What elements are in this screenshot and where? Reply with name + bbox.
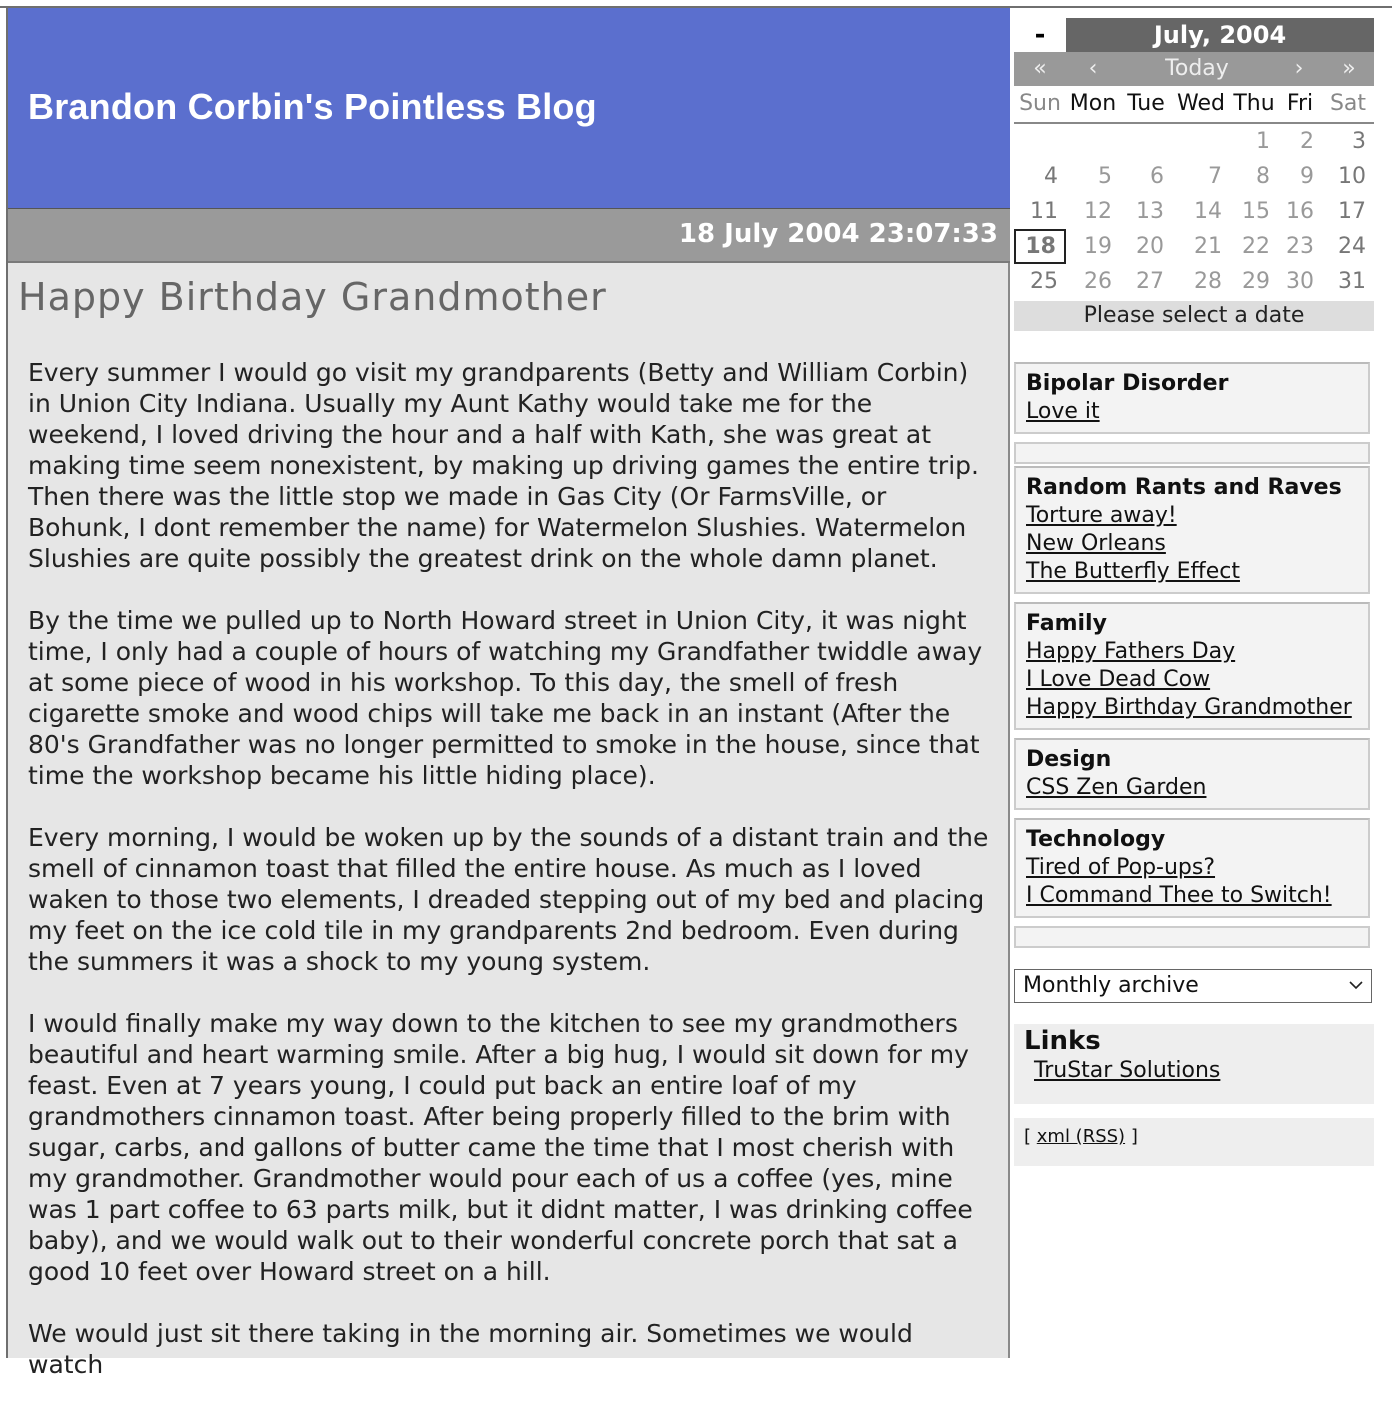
calendar-day[interactable]: 16 [1278, 194, 1322, 229]
post-date-bar [8, 209, 1010, 263]
category-title: Random Rants and Raves [1026, 475, 1342, 500]
calendar-day[interactable]: 6 [1120, 159, 1172, 194]
links-title: Links [1024, 1026, 1101, 1056]
weekday-header: Mon [1066, 86, 1120, 124]
calendar-day[interactable]: 3 [1322, 124, 1374, 159]
weekday-header: Tue [1120, 86, 1172, 124]
rss-bracket-open: [ [1024, 1126, 1032, 1147]
calendar-collapse-button[interactable]: - [1014, 18, 1066, 52]
calendar-day[interactable]: 22 [1230, 229, 1278, 264]
next-year-button[interactable]: » [1342, 56, 1356, 81]
calendar-day[interactable]: 2 [1278, 124, 1322, 159]
prev-year-button[interactable]: « [1033, 56, 1047, 81]
category-box [1014, 362, 1370, 434]
category-post-link[interactable]: I Love Dead Cow [1026, 667, 1211, 692]
category-title: Family [1026, 611, 1107, 636]
category-title: Bipolar Disorder [1026, 371, 1229, 396]
category-post-link[interactable]: Torture away! [1026, 503, 1177, 528]
next-month-button[interactable]: › [1294, 56, 1304, 81]
calendar-day[interactable]: 13 [1120, 194, 1172, 229]
calendar-day[interactable]: 26 [1066, 264, 1120, 299]
calendar-status: Please select a date [1014, 301, 1374, 331]
calendar-day[interactable]: 23 [1278, 229, 1322, 264]
calendar-empty-cell [1014, 124, 1066, 159]
post-paragraph: I would finally make my way down to the kitchen to see my grandmothers beautiful and heart warming smile. After a big hug, I would sit down for my feast. Even at 7 years young, I could put back an entire loaf of my grandmothers cinnamon toast. After being properly filled to the brim with sugar, carbs, and gallons of butter came the time that I most cherish with my grandmother. Grandmother would pour each of us a coffee (yes, mine was 1 part coffee to 63 parts milk, but it didnt matter, I was drinking coffee baby), and we would walk out to their wonderful concrete porch that sat a good 10 feet over Howard street on a hill. [28, 1009, 973, 1286]
category-box [1014, 602, 1370, 730]
weekday-header: Fri [1278, 86, 1322, 124]
category-post-link[interactable]: The Butterfly Effect [1026, 559, 1240, 584]
rss-bracket-close: ] [1130, 1126, 1138, 1147]
blog-header [8, 8, 1010, 209]
calendar-empty-cell [1120, 124, 1172, 159]
calendar-day[interactable]: 12 [1066, 194, 1120, 229]
post-paragraph: We would just sit there taking in the morning air. Sometimes we would watch [28, 1319, 913, 1379]
category-post-link[interactable]: I Command Thee to Switch! [1026, 883, 1332, 908]
category-divider [1014, 926, 1370, 948]
calendar-day[interactable]: 4 [1014, 159, 1066, 194]
calendar-day[interactable]: 31 [1322, 264, 1374, 299]
calendar-day[interactable]: 11 [1014, 194, 1066, 229]
calendar-day[interactable]: 10 [1322, 159, 1374, 194]
calendar-day[interactable]: 30 [1278, 264, 1322, 299]
post-paragraph: Every summer I would go visit my grandparents (Betty and William Corbin) in Union City Indiana. Usually my Aunt Kathy would take me for the weekend, I loved driving the hour and a half with Kath, she was great at making time seem nonexistent, by making up driving games the entire trip. Then there was the little stop we made in Gas City (Or FarmsVille, or Bohunk, I dont remember the name) for Watermelon Slushies. Watermelon Slushies are quite possibly the greatest drink on the whole damn planet. [28, 358, 979, 573]
calendar-empty-cell [1066, 124, 1120, 159]
calendar-day[interactable]: 20 [1120, 229, 1172, 264]
calendar-day[interactable]: 9 [1278, 159, 1322, 194]
prev-month-button[interactable]: ‹ [1088, 56, 1098, 81]
calendar [1014, 18, 1374, 331]
calendar-day[interactable]: 28 [1172, 264, 1230, 299]
post-paragraph: By the time we pulled up to North Howard street in Union City, it was night time, I only had a couple of hours of watching my Grandfather twiddle away at some piece of wood in his workshop. To this day, the smell of fresh cigarette smoke and wood chips will take me back in an instant (After the 80's Grandfather was no longer permitted to smoke in the house, since that time the workshop became his little hiding place). [28, 606, 983, 790]
calendar-day[interactable]: 8 [1230, 159, 1278, 194]
calendar-day[interactable]: 15 [1230, 194, 1278, 229]
link-trustar[interactable]: TruStar Solutions [1034, 1058, 1221, 1083]
rss-feed-link[interactable]: xml (RSS) [1036, 1126, 1126, 1147]
post-content-area [8, 263, 1010, 1379]
calendar-day[interactable]: 21 [1172, 229, 1230, 264]
calendar-day[interactable]: 14 [1172, 194, 1230, 229]
weekday-header: Wed [1172, 86, 1230, 124]
post-body [28, 357, 993, 1411]
today-button[interactable]: Today [1165, 56, 1229, 81]
calendar-day[interactable]: 17 [1322, 194, 1374, 229]
category-title: Technology [1026, 827, 1166, 852]
post-paragraph: Every morning, I would be woken up by the sounds of a distant train and the smell of cinnamon toast that filled the entire house. As much as I loved waken to those two elements, I dreaded stepping out of my bed and placing my feet on the ice cold tile in my grandparents 2nd bedroom. Even during the summers it was a shock to my young system. [28, 823, 989, 976]
rss-box [1014, 1118, 1374, 1166]
calendar-header [1014, 18, 1374, 52]
monthly-archive-select[interactable] [1014, 969, 1372, 1003]
category-divider [1014, 442, 1370, 464]
category-post-link[interactable]: Tired of Pop-ups? [1026, 855, 1216, 880]
category-post-link[interactable]: New Orleans [1026, 531, 1166, 556]
post-timestamp: 18 July 2004 23:07:33 [678, 219, 998, 249]
category-post-link[interactable]: CSS Zen Garden [1026, 775, 1207, 800]
weekday-header: Sat [1322, 86, 1374, 124]
category-post-link[interactable]: Happy Birthday Grandmother [1026, 695, 1352, 720]
calendar-day[interactable]: 7 [1172, 159, 1230, 194]
archive-selected-value: Monthly archive [1023, 973, 1199, 998]
calendar-nav [1014, 52, 1374, 86]
post-title: Happy Birthday Grandmother [18, 275, 607, 319]
category-box [1014, 466, 1370, 594]
sidebar [1012, 0, 1392, 1358]
category-post-link[interactable]: Happy Fathers Day [1026, 639, 1236, 664]
links-box [1014, 1024, 1374, 1104]
category-post-link[interactable]: Love it [1026, 399, 1100, 424]
calendar-day[interactable]: 29 [1230, 264, 1278, 299]
chevron-down-icon [1349, 978, 1363, 992]
calendar-day[interactable]: 27 [1120, 264, 1172, 299]
calendar-grid [1014, 86, 1374, 299]
calendar-day[interactable]: 24 [1322, 229, 1374, 264]
weekday-header: Thu [1230, 86, 1278, 124]
calendar-day[interactable]: 25 [1014, 264, 1066, 299]
calendar-day[interactable]: 5 [1066, 159, 1120, 194]
calendar-day[interactable]: 18 [1014, 229, 1066, 264]
category-box [1014, 738, 1370, 810]
calendar-month-title: July, 2004 [1066, 18, 1374, 52]
category-box [1014, 818, 1370, 918]
calendar-day[interactable]: 19 [1066, 229, 1120, 264]
category-title: Design [1026, 747, 1112, 772]
calendar-day[interactable]: 1 [1230, 124, 1278, 159]
blog-title[interactable]: Brandon Corbin's Pointless Blog [28, 86, 597, 127]
calendar-empty-cell [1172, 124, 1230, 159]
weekday-header: Sun [1014, 86, 1066, 124]
